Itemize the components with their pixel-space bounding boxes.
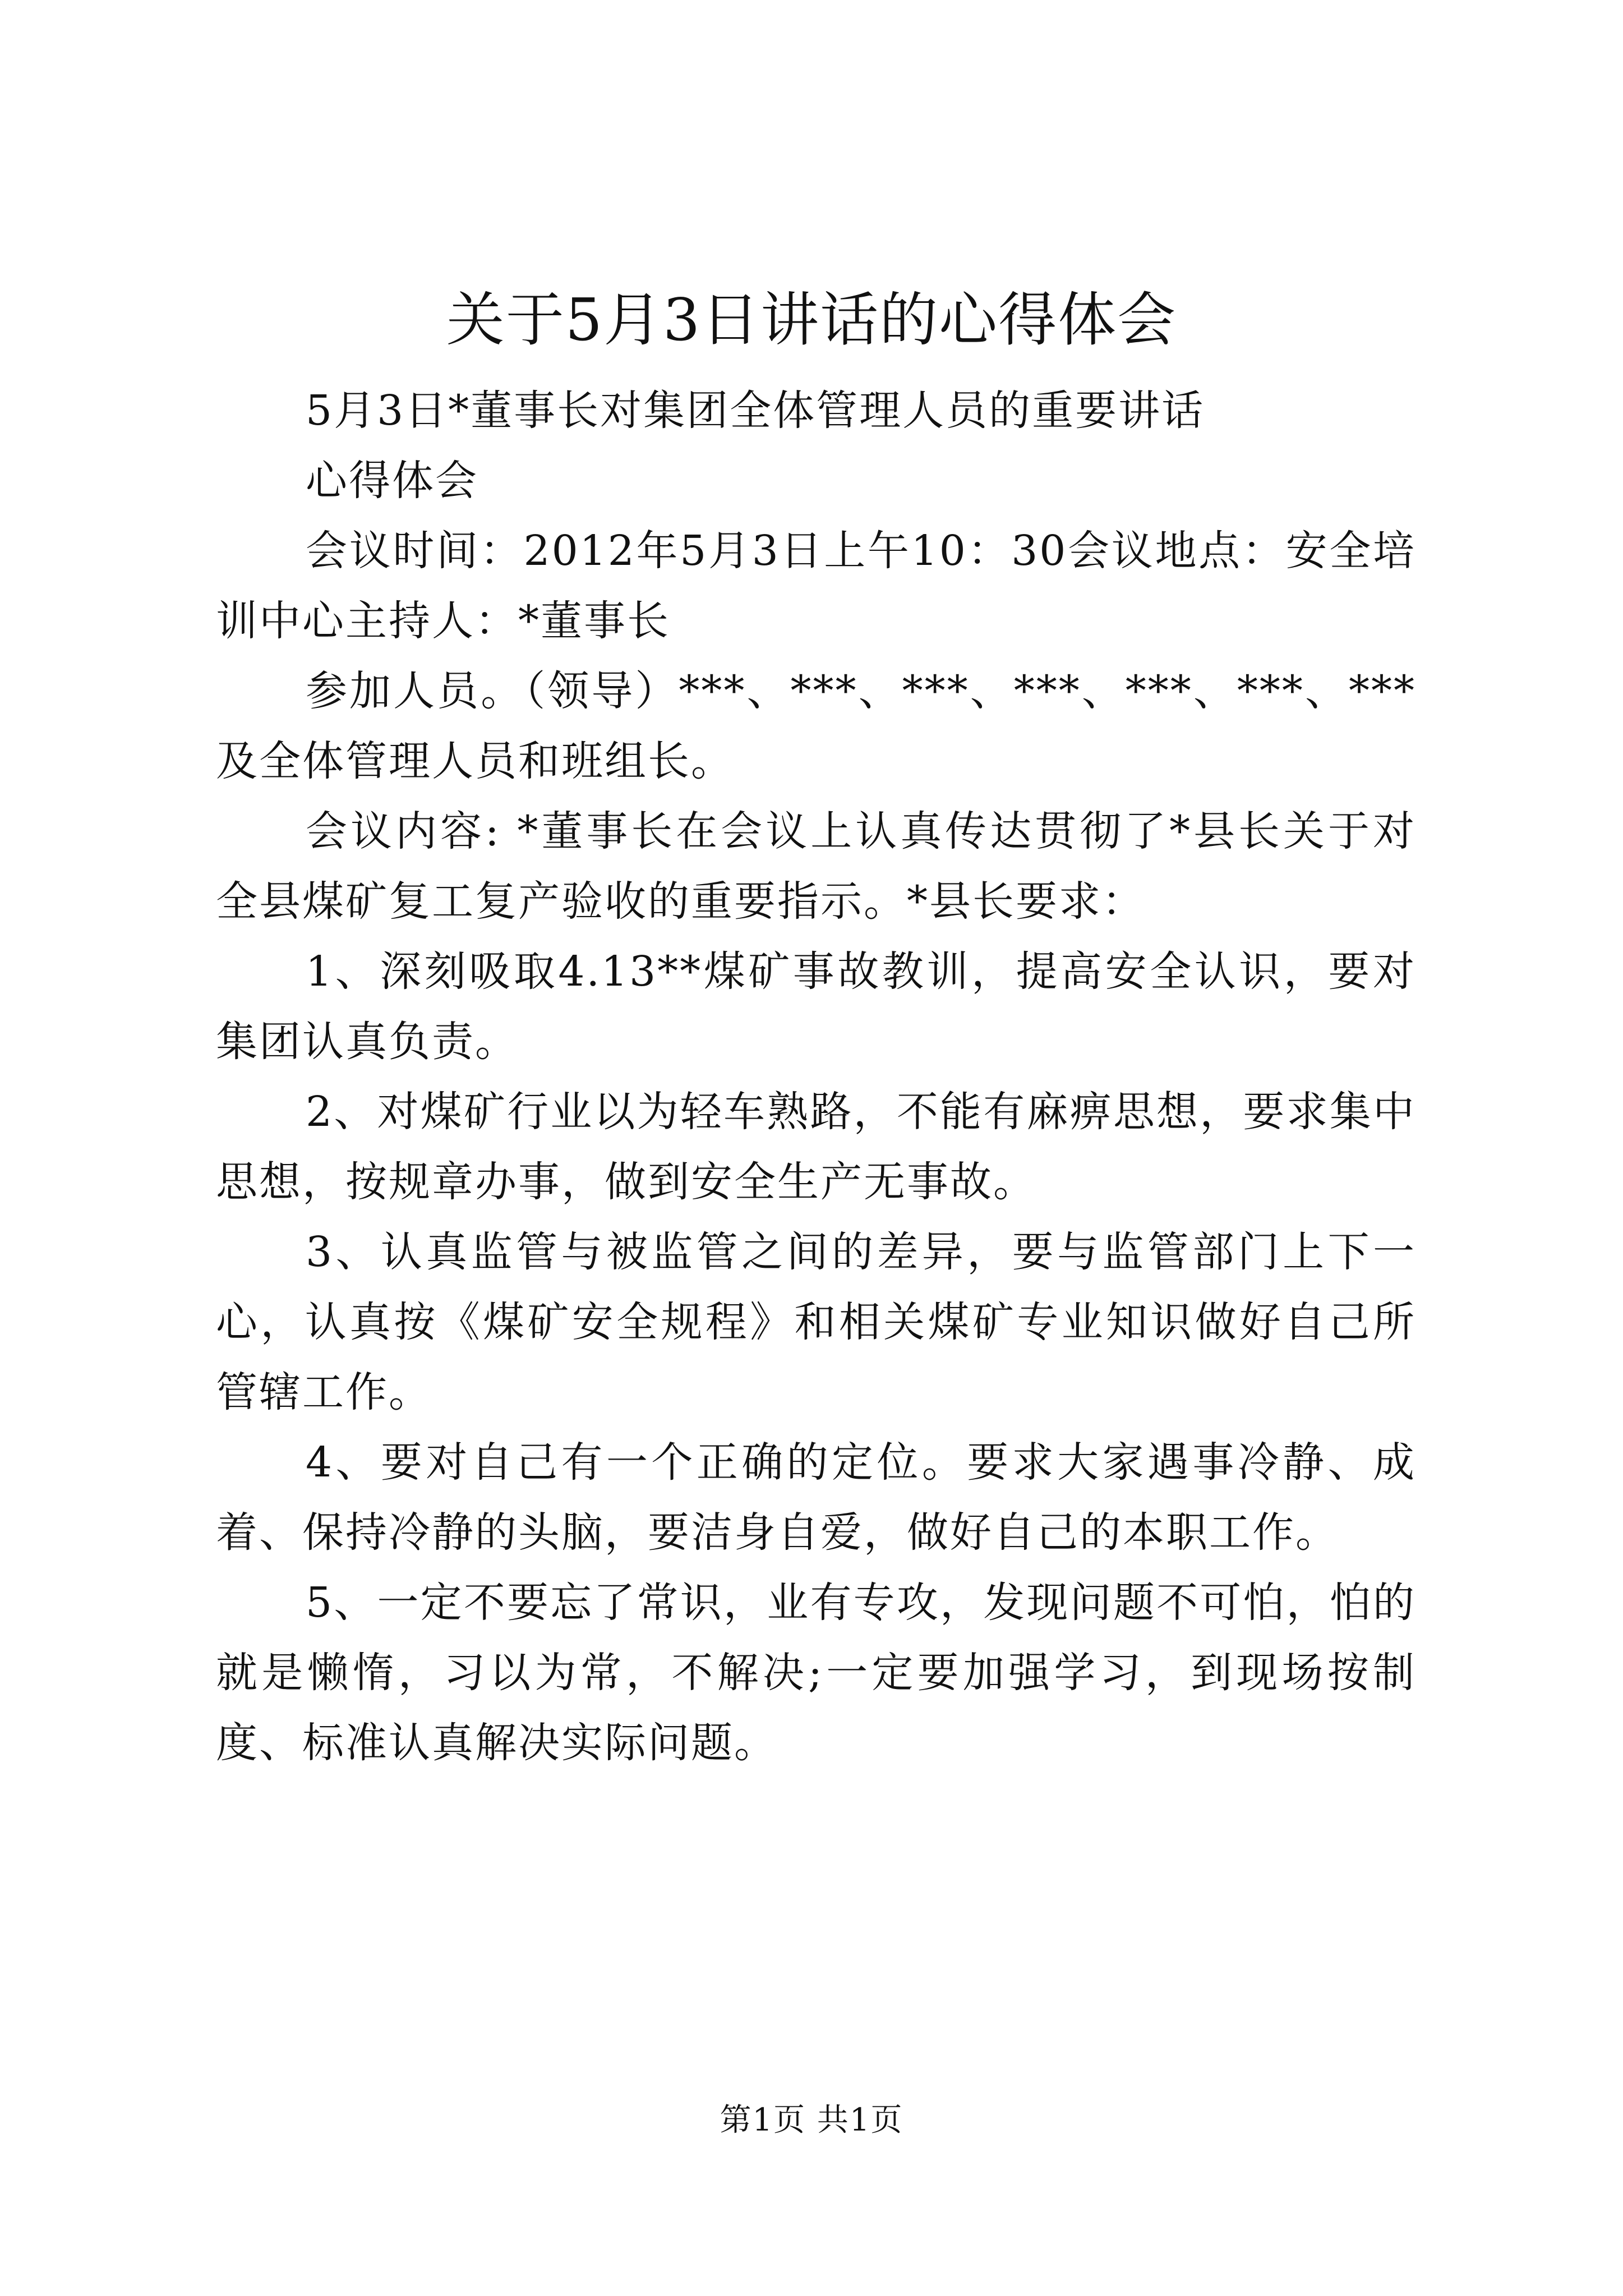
paragraph-item-4: 4、要对自己有一个正确的定位。要求大家遇事冷静、成着、保持冷静的头脑，要洁身自爱，做好自己的本职工作。 (216, 1438, 1416, 1557)
document-body (216, 376, 1416, 1778)
paragraph-meeting-content: 会议内容: *董事长在会议上认真传达贯彻了*县长关于对全县煤矿复工复产验收的重要指示。*县长要求： (216, 807, 1416, 926)
paragraph-item-2: 2、对煤矿行业以为轻车熟路，不能有麻痹思想，要求集中思想，按规章办事，做到安全生产无事故。 (216, 1088, 1416, 1206)
paragraph-meeting-time: 会议时间：2012年5月3日上午10：30会议地点：安全培训中心主持人：*董事长 (216, 527, 1416, 645)
paragraph-item-5: 5、一定不要忘了常识，业有专攻，发现问题不可怕，怕的就是懒惰，习以为常，不解决;一定要加强学习，到现场按制度、标准认真解决实际问题。 (216, 1579, 1416, 1767)
page-footer: 第1页 共1页 (720, 2102, 903, 2138)
paragraph-subtitle-2: 心得体会 (306, 457, 478, 505)
paragraph-subtitle: 5月3日*董事长对集团全体管理人员的重要讲话 (306, 386, 1205, 435)
paragraph-attendees: 参加人员。（领导）***、***、***、***、***、***、***及全体管理人员和班组长。 (216, 667, 1416, 785)
paragraph-item-3: 3、认真监管与被监管之间的差异，要与监管部门上下一心，认真按《煤矿安全规程》和相关煤矿专业知识做好自己所管辖工作。 (216, 1228, 1416, 1416)
document-title: 关于5月3日讲话的心得体会 (446, 286, 1177, 354)
paragraph-item-1: 1、深刻吸取4.13**煤矿事故教训，提高安全认识，要对集团认真负责。 (216, 947, 1416, 1066)
